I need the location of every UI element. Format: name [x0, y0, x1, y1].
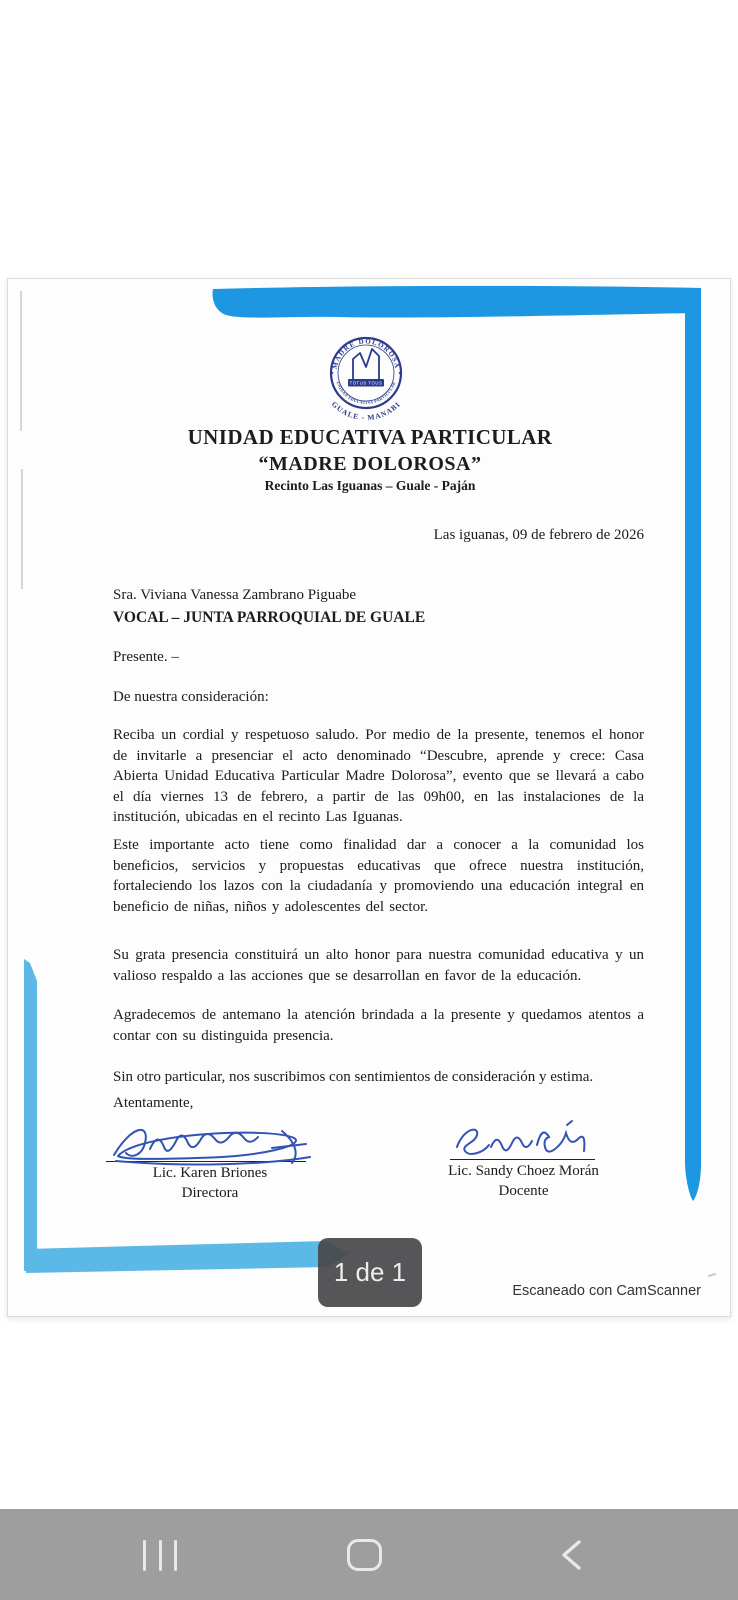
scanned-document-page: [7, 278, 731, 1317]
signer-name: Lic. Karen Briones: [152, 1165, 268, 1181]
atentamente-line: Atentamente,: [113, 1095, 194, 1111]
seal-banner-text: TOTUS TOUS: [349, 380, 383, 386]
scan-artifact-line: [20, 291, 22, 431]
institution-subname: “MADRE DOLOROSA”: [258, 453, 482, 475]
recipient-name: Sra. Viviana Vanessa Zambrano Piguabe: [113, 587, 357, 603]
seal-monogram: [353, 349, 379, 383]
ribbon-top: [213, 286, 701, 318]
signer-role: Directora: [181, 1185, 239, 1201]
paragraph: Reciba un cordial y respetuoso saludo. Por medio de la presente, tenemos el honor de invitarle a presenciar el acto denominado “Descubre, aprende y crece: Casa Abierta Unidad Educativa Particular Madre Dolorosa”, evento que se llevará a cabo el día viernes 13 de febrero, a partir de las 09h00, en las instalaciones de la institución, ubicadas en el recinto Las Iguanas.: [113, 727, 644, 825]
seal-inner-arc-text: UNIDAD EDUCATIVA PARTICULAR: [335, 380, 397, 406]
paragraph: Su grata presencia constituirá un alto honor para nuestra comunidad educativa y un valioso respaldo a las acciones que se desarrollan en favor de la educación.: [113, 947, 644, 984]
seal-bottom-arc-text: GUALE - MANABI: [329, 399, 403, 423]
recipient-block: [113, 585, 644, 628]
institution-location: Recinto Las Iguanas – Guale - Paján: [264, 478, 476, 493]
recents-button[interactable]: [143, 1540, 177, 1571]
signature-block-directora: [100, 1115, 320, 1202]
recents-icon: [174, 1540, 177, 1571]
signer-role: Docente: [498, 1183, 549, 1199]
ribbon-bottom-left-vertical: [24, 959, 37, 1271]
seal-top-arc-text: MADRE DOLOROSA: [330, 337, 402, 370]
recipient-title: VOCAL – JUNTA PARROQUIAL DE GUALE: [113, 608, 426, 626]
presente-line: Presente. –: [113, 649, 179, 665]
page-indicator-badge: 1 de 1: [318, 1238, 422, 1307]
android-navigation-bar: [0, 1509, 738, 1600]
handwritten-signature: [104, 1115, 316, 1167]
signature-line: [450, 1159, 595, 1160]
paragraph: Este importante acto tiene como finalidad dar a conocer a la comunidad los beneficios, servicios y propuestas educativas que ofrece nuestra institución, fortaleciendo los lazos con la ciudadanía y promoviendo una educación integral en beneficio de niñas, niños y adolescentes del sector.: [113, 837, 644, 915]
back-chevron-icon: [564, 1542, 579, 1568]
home-button[interactable]: [347, 1539, 382, 1571]
closing-line: Sin otro particular, nos suscribimos con sentimientos de consideración y estima.: [113, 1069, 594, 1085]
ribbon-bottom-left-horizontal: [26, 1241, 349, 1273]
camscanner-watermark: Escaneado con CamScanner: [512, 1283, 701, 1299]
school-seal-logo: [316, 331, 416, 426]
letter-date: Las iguanas, 09 de febrero de 2026: [433, 527, 644, 543]
scan-artifact-mark: [708, 1269, 716, 1276]
recents-icon: [159, 1540, 162, 1571]
signature-block-docente: [426, 1119, 621, 1200]
paragraph: Agradecemos de antemano la atención brindada a la presente y quedamos atentos a contar con su distinguida presencia.: [113, 1007, 644, 1044]
signer-name: Lic. Sandy Choez Morán: [448, 1163, 599, 1179]
salutation-line: De nuestra consideración:: [113, 689, 269, 705]
recents-icon: [143, 1540, 146, 1571]
back-button[interactable]: [558, 1539, 584, 1571]
institution-name: UNIDAD EDUCATIVA PARTICULAR: [187, 425, 553, 449]
